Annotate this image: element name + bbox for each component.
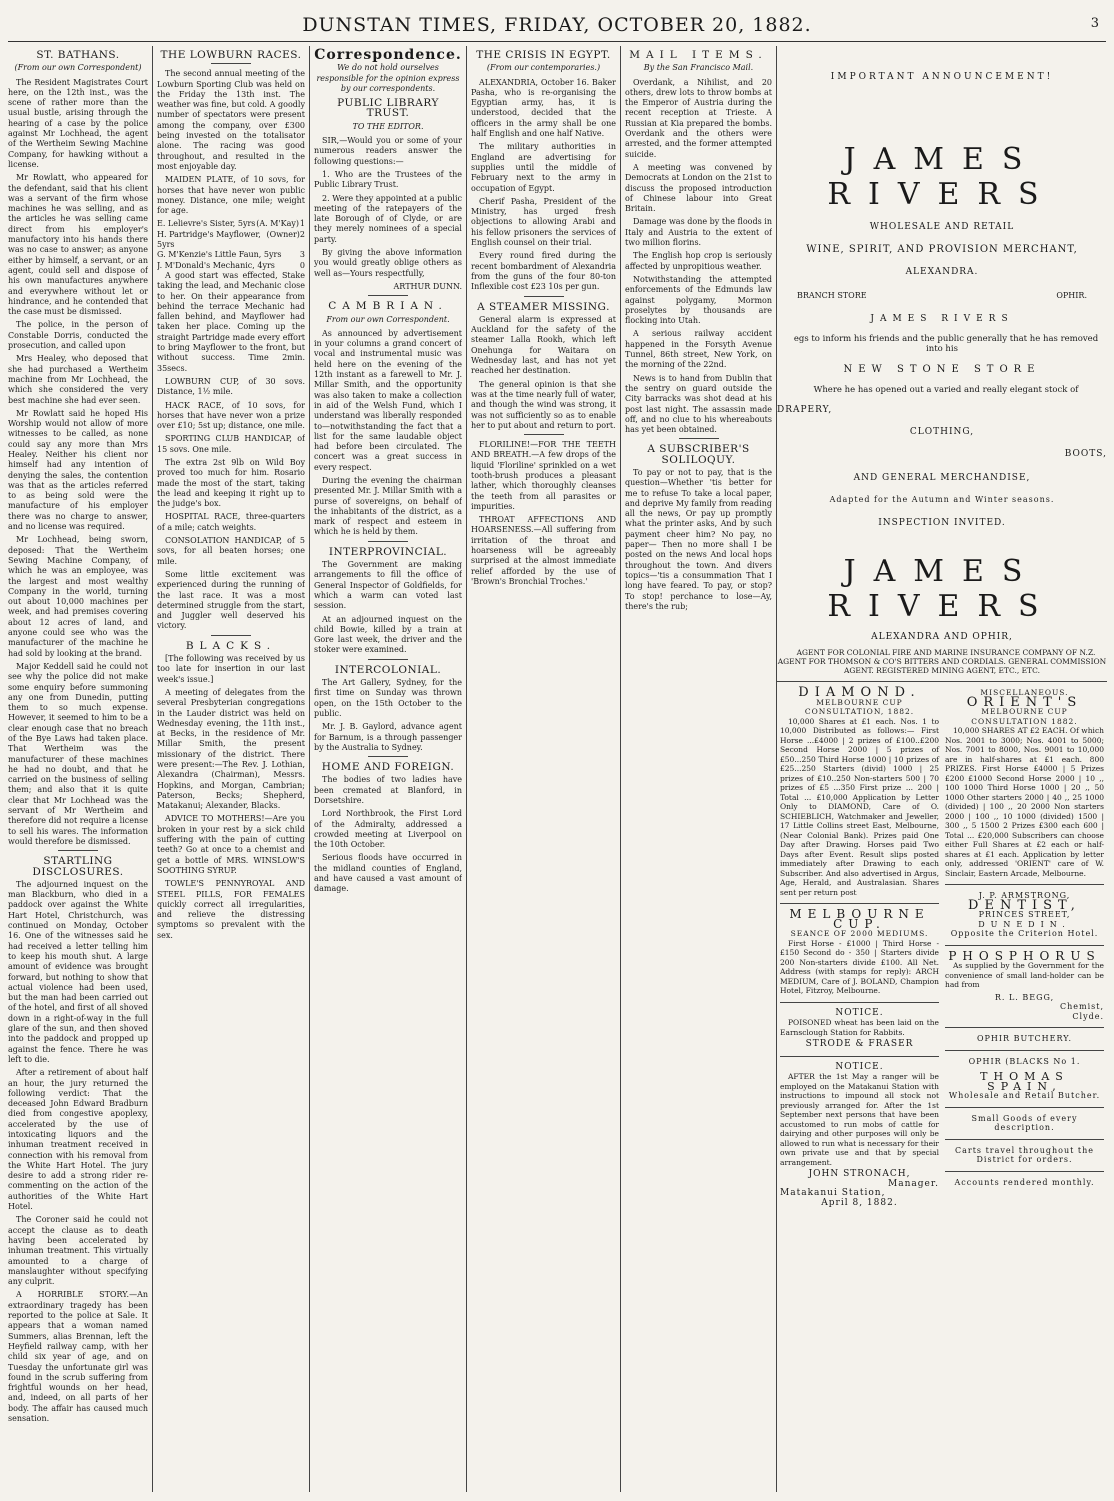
ad-text: Where he has opened out a varied and really elegant stock of bbox=[813, 385, 1079, 395]
article-paragraph: A serious railway accident happened in the Forsyth Avenue Tunnel, 86th street, New York, on the morning of the 22nd. bbox=[625, 329, 772, 370]
article-paragraph: The second annual meeting of the Lowburn Sporting Club was held on the Friday the 13th inst. The weather was fine, but cold. A goodly number of spectators were present among the company, over £300 being invested on the totalisator alone. The racing was good throughout, and resulted in the most enjoyable day. bbox=[157, 69, 305, 171]
ad-text: AFTER the 1st May a ranger will be employed on the Matakanui Station with instructions to impound all stock not previously arranged for. After the 1st September next persons that have been accustomed to run mobs of cattle for dairying and other purposes will only be allowed to run what is necessary for their own private use and that by special arrangement. bbox=[780, 1072, 939, 1167]
ad-text: POISONED wheat has been laid on the Earnsclough Station for Rabbits. bbox=[780, 1018, 939, 1037]
ad-text: 10,000 Shares at £1 each. Nos. 1 to 10,000 Distributed as follows:— First Horse ...£4000 | 2 prizes of £100..£200 Second Horse 2000 | 5 prizes of £50...250 Third Horse 1000 | 10 prizes of £25...250 Starters (divid) 1000 | 25 prizes of £10..250 Non-starters 500 | 70 prizes of £5 ...350 First prize ... 200 | Total ... £10,000 Application by Letter Only to DIAMOND, Care of O. SCHIEBLICH, Watchmaker and Jeweller, 17 Little Collins street East, Melbourne, (Near Colonial Bank). Prizes paid One Day after Drawing. Horses paid Two Days after Event. Result slips posted immediately after Drawing to each Subscriber. And also advertised in Argus, Age, Herald, and Australasian. Shares sent per return post bbox=[780, 716, 939, 897]
article-paragraph: The Coroner said he could not accept the clause as to death having been accelerated by inhuman treatment. This virtually amounted to a charge of manslaughter without specifying any culprit. bbox=[8, 1215, 148, 1287]
ad-branch-row: BRANCH STORE OPHIR. bbox=[797, 291, 1087, 300]
article-paragraph: Damage was done by the floods in Italy and Austria to the extent of two million florins. bbox=[625, 217, 772, 248]
separator bbox=[368, 756, 408, 757]
ad-text: First Horse - £1000 | Third Horse - £150 Second do - 350 | Starters divide 200 Non-starters divide £100. All Net. Address (with stamps for reply): ARCH MEDIUM, Care of J. BOLAND, Champion Hotel, Fitzroy, Melbourne. bbox=[780, 938, 939, 995]
separator bbox=[368, 295, 408, 296]
column-rule bbox=[152, 46, 153, 1492]
article-paragraph: Lord Northbrook, the First Lord of the Admiralty, addressed a crowded meeting at Liverpool on the 10th October. bbox=[314, 809, 462, 850]
ad-line: CLOTHING, bbox=[909, 427, 975, 437]
article-heading: CAMBRIAN. bbox=[328, 300, 448, 313]
ad-name-large: JAMES RIVERS bbox=[827, 554, 1057, 624]
article-paragraph: CONSOLATION HANDICAP, of 5 sovs, for all beaten horses; one mile. bbox=[157, 536, 305, 566]
ad-line: INSPECTION INVITED. bbox=[878, 518, 1006, 528]
ad-misc-heading: MISCELLANEOUS. bbox=[980, 688, 1069, 697]
divider bbox=[780, 1056, 939, 1057]
race-result: J. M'Donald's Mechanic, 4yrs 0 bbox=[157, 260, 305, 270]
article-byline: By the San Francisco Mail. bbox=[643, 63, 754, 73]
article-paragraph: SIR,—Would you or some of your numerous readers answer the following questions:— bbox=[314, 136, 462, 166]
article-heading: A SUBSCRIBER'S SOLILOQUY. bbox=[647, 443, 750, 466]
article-paragraph: Notwithstanding the attempted enforcements of the Edmunds law against polygamy, Mormon proselytes by thousands are flocking into Utah. bbox=[625, 274, 772, 326]
divider bbox=[945, 1050, 1104, 1051]
ad-orient-title: ORIENT'S bbox=[966, 694, 1083, 710]
article-paragraph: 1. Who are the Trustees of the Public Library Trust. bbox=[314, 169, 462, 190]
divider bbox=[777, 681, 1107, 682]
article-paragraph: THROAT AFFECTIONS AND HOARSENESS.—All suffering from irritation of the throat and hoarseness will be agreeably surprised at the almost immediate relief afforded by the use of 'Brown's Bronchial Troches.' bbox=[471, 515, 616, 586]
separator bbox=[368, 659, 408, 660]
ad-line: PRINCES STREET, bbox=[978, 910, 1071, 919]
article-paragraph: After a retirement of about half an hour, the jury returned the following verdict: That the deceased John Edward Bradburn died from congestive apoplexy, accelerated by the use of intoxicating liquors and the inhuman treatment received in connection with his removal from the White Hart Hotel. The jury desire to add a strong rider re-commenting on the action of the authorities of the White Hart Hotel. bbox=[8, 1068, 148, 1212]
ad-phosphorus-title: PHOSPHORUS bbox=[948, 948, 1101, 963]
ad-line: Chemist, bbox=[1059, 1002, 1104, 1011]
editor-note: We do not hold ourselves responsible for the opinion express by our correspondents. bbox=[316, 63, 460, 93]
ad-line: Opposite the Criterion Hotel. bbox=[950, 929, 1099, 938]
ad-text: AGENT FOR COLONIAL FIRE AND MARINE INSURANCE COMPANY OF N.Z. AGENT FOR THOMSON & CO'S BITTERS AND CORDIALS. GENERAL COMMISSION AGENT. REGISTERED MINING AGENT, ETC., ETC. bbox=[777, 648, 1107, 675]
separator bbox=[679, 438, 719, 439]
divider bbox=[945, 884, 1104, 885]
article-paragraph: During the evening the chairman presented Mr. J. Millar Smith with a purse of sovereigns, on behalf of the inhabitants of the district, as a mark of respect and esteem in which he is held by them. bbox=[314, 475, 462, 537]
ad-line: MELBOURNE CUP CONSULTATION 1882. bbox=[971, 707, 1078, 726]
ad-line: DUNEDIN. bbox=[978, 919, 1071, 929]
article-heading: BLACKS. bbox=[185, 639, 277, 652]
ad-line: Clyde. bbox=[1072, 1011, 1104, 1021]
divider bbox=[780, 903, 939, 904]
column-rule bbox=[466, 46, 467, 1492]
advertisements bbox=[777, 46, 1107, 1492]
article-paragraph: At an adjourned inquest on the child Bowie, killed by a train at Gore last week, the driver and the stoker were examined. bbox=[314, 614, 462, 655]
ad-diamond-title: DIAMOND. bbox=[798, 685, 921, 700]
article-paragraph: ALEXANDRIA, October 16. Baker Pasha, who is re-organising the Egyptian army, has, it is understood, decided that the officers in the army shall be one half English and one half Native. bbox=[471, 77, 616, 139]
ad-signature: JOHN STRONACH, bbox=[808, 1169, 911, 1179]
ad-line: Adapted for the Autumn and Winter seasons. bbox=[829, 495, 1055, 504]
ad-text: As supplied by the Government for the convenience of small land-holder can be had from bbox=[945, 961, 1104, 989]
section-heading: Correspondence. bbox=[314, 47, 462, 63]
ad-line: ALEXANDRA. bbox=[905, 267, 979, 277]
article-paragraph: Every round fired during the recent bombardment of Alexandria from the guns of the four 80-ton Inflexible cost £23 10s per gun. bbox=[471, 251, 616, 292]
column-mail-items bbox=[625, 46, 772, 1492]
ad-line: WINE, SPIRIT, AND PROVISION MERCHANT, bbox=[806, 244, 1078, 255]
divider bbox=[780, 1002, 939, 1003]
article-paragraph: ADVICE TO MOTHERS!—Are you broken in your rest by a sick child suffering with the pain of cutting teeth? Go at once to a chemist and get a bottle of MRS. WINSLOW'S SOOTHING SYRUP. bbox=[157, 814, 305, 875]
ad-left-column bbox=[777, 685, 942, 1208]
article-paragraph: A meeting of delegates from the several Presbyterian congregations in the Lauder district was held on Wednesday evening, the 11th inst., at Becks, in the residence of Mr. Millar Smith, the present missionary of the district. There were present:—The Rev. J. Lothian, Alexandra (Chairman), Messrs. Hopkins, and Morgan, Cambrian; Paterson, Becks; Shepherd, Matakanui; Alexander, Blacks. bbox=[157, 687, 305, 811]
column-rule bbox=[309, 46, 310, 1492]
masthead bbox=[0, 14, 1114, 36]
article-paragraph: The military authorities in England are advertising for supplies until the middle of February next to the army in occupation of Egypt. bbox=[471, 142, 616, 193]
article-paragraph: Serious floods have occurred in the midland counties of England, and have caused a vast amount of damage. bbox=[314, 853, 462, 894]
article-heading: STARTLING DISCLOSURES. bbox=[32, 855, 124, 878]
ad-line: April 8, 1882. bbox=[821, 1197, 898, 1208]
ad-right-column bbox=[942, 688, 1107, 1208]
article-paragraph: [The following was received by us too late for insertion in our last week's issue.] bbox=[157, 654, 305, 684]
article-paragraph: A HORRIBLE STORY.—An extraordinary tragedy has been reported to the police at Sale. It appears that a woman named Summers, alias Brennan, left the Heyfield railway camp, with her child six year of age, and on Tuesday the unfortunate girl was found in the scrub suffering from frightful wounds on her head, and, indeed, on all parts of her body. The affair has caused much sensation. bbox=[8, 1290, 148, 1423]
ad-name-large: JAMES RIVERS bbox=[827, 142, 1057, 212]
ad-line: Small Goods of every description. bbox=[971, 1113, 1078, 1132]
ad-line: Matakanui Station, bbox=[780, 1188, 886, 1198]
article-paragraph: News is to hand from Dublin that the sentry on guard outside the City barracks was shot dead at his post last night. The assassin made off, and no clue to his whereabouts has yet been obtained. bbox=[625, 373, 772, 435]
article-paragraph: Major Keddell said he could not see why the police did not make some enquiry before summoning any one from Dunedin, putting them to so much expense. However, it seemed to him to be a clear enough case that no breach of the Bye Laws had taken place. That Wertheim was the manufacturer of these machines he had no doubt, and that he carried on the business of selling them; and also that it is quite clear that Mr Lochhead was the servant of Mr Wertheim and therefore did not require a license to sell his wares. The information would therefore be dismissed. bbox=[8, 661, 148, 846]
top-rule bbox=[8, 41, 1106, 42]
column-correspondence bbox=[314, 46, 462, 1492]
article-paragraph: LOWBURN CUP, of 30 sovs. Distance, 1½ mile. bbox=[157, 376, 305, 397]
page-number: 3 bbox=[1090, 16, 1100, 31]
article-byline: (From our own Correspondent) bbox=[14, 63, 142, 73]
ad-melbourne-title: MELBOURNE CUP. bbox=[789, 907, 930, 931]
article-heading: A STEAMER MISSING. bbox=[477, 300, 610, 313]
article-byline: From our own Correspondent. bbox=[326, 314, 450, 324]
article-paragraph: A good start was effected, Stake taking the lead, and Mechanic close to her. On their appearance from behind the terrace Mechanic had fallen behind, and Mayflower had taken her place. Coming up the straight Partridge made every effort to bring Mayflower to the front, but without success. Time 2min. 35secs. bbox=[157, 270, 305, 373]
ad-text: egs to inform his friends and the public generally that he has removed into his bbox=[793, 334, 1099, 354]
ad-important-heading: IMPORTANT ANNOUNCEMENT! bbox=[830, 72, 1054, 82]
ad-line: SEANCE OF 2000 MEDIUMS. bbox=[790, 929, 929, 938]
separator bbox=[211, 63, 251, 64]
column-st-bathans bbox=[8, 46, 148, 1492]
ad-line: ALEXANDRA AND OPHIR, bbox=[871, 632, 1013, 642]
ad-text: 10,000 SHARES AT £2 EACH. Of which Nos. 2001 to 3000; Nos. 4001 to 5000; Nos. 7001 to 8000, Nos. 9001 to 10,000 are in half-shares at £1 each. 800 PRIZES. First Horse £4000 | 5 Prizes £200 £1000 Second Horse 2000 | 10 ,, 100 1000 Third Horse 1000 | 20 ,, 50 1000 Other starters 2000 | 40 ,, 25 1000 (divided) | 100 ,, 20 2000 Non starters 2000 | 100 ,, 10 1000 (divided) 1500 | 300 ,, 5 1500 2 Prizes £300 each 600 | Total ... £20,000 Subscribers can choose either Full Shares at £2 each or half-shares at £1 each. Application by letter only, addressed 'ORIENT' care of W. Sinclair, Eastern Arcade, Melbourne. bbox=[945, 726, 1104, 878]
ad-line: NEW STONE STORE bbox=[843, 364, 1041, 375]
article-paragraph: TOWLE'S PENNYROYAL AND STEEL PILLS, FOR FEMALES quickly correct all irregularities, and relieve the distressing symptoms so prevalent with the sex. bbox=[157, 879, 305, 940]
ad-line: Carts travel throughout the District for orders. bbox=[954, 1145, 1094, 1164]
divider bbox=[945, 945, 1104, 946]
article-paragraph: The extra 2st 9lb on Wild Boy proved too much for him. Rosario made the most of the start, taking the lead and keeping it right up to the judge's box. bbox=[157, 457, 305, 509]
divider bbox=[945, 1171, 1104, 1172]
ad-line: AND GENERAL MERCHANDISE, bbox=[853, 473, 1031, 483]
article-paragraph: Mr Rowlatt said he hoped His Worship would not allow of more witnesses to be called, as none could say any more than Mrs Healey. Neither his client nor himself had any intention of denying the sales, the contention was that as the articles referred to as being sold were the manufacture of his employer there was no charge to answer, and no license was required. bbox=[8, 408, 148, 532]
article-heading: PUBLIC LIBRARY TRUST. bbox=[337, 97, 439, 120]
article-paragraph: Some little excitement was experienced during the running of the last race. It was a most determined struggle from the start, and Juggler well deserved his victory. bbox=[157, 569, 305, 631]
separator bbox=[524, 434, 564, 435]
divider bbox=[945, 1139, 1104, 1140]
column-egypt bbox=[471, 46, 616, 1492]
article-paragraph: MAIDEN PLATE, of 10 sovs, for horses that have never won public money. Distance, one mile; weight for age. bbox=[157, 175, 305, 216]
race-result: E. Lelievre's Sister, 5yrs (A. M'Kay) 1 bbox=[157, 219, 305, 229]
article-paragraph: The English hop crop is seriously affected by unpropitious weather. bbox=[625, 251, 772, 271]
race-result: H. Partridge's Mayflower, 5yrs (Owner) 2 bbox=[157, 229, 305, 250]
article-heading: HOME AND FOREIGN. bbox=[321, 761, 455, 774]
separator bbox=[211, 635, 251, 636]
article-heading: INTERPROVINCIAL. bbox=[328, 545, 448, 558]
ad-line: OPHIR (BLACKS No 1. bbox=[968, 1056, 1081, 1066]
ad-line: JAMES RIVERS bbox=[870, 314, 1014, 324]
ad-signature: STRODE & FRASER bbox=[805, 1039, 914, 1049]
letter-signature: ARTHUR DUNN. bbox=[393, 281, 462, 291]
article-paragraph: The adjourned inquest on the man Blackburn, who died in a paddock over against the White Hart Hotel, Christchurch, was continued on Monday, October 16. One of the witnesses said he had received a letter telling him to keep his mouth shut. A large amount of evidence was brought forward, but nothing to show that actual violence had been used, but the man had been carried out of the hotel, and first of all shoved down in a right-of-way in the full glare of the sun, and then shoved into the paddock and propped up against the fence. There he was left to die. bbox=[8, 879, 148, 1064]
letter-address: TO THE EDITOR. bbox=[352, 121, 424, 131]
article-paragraph: The Art Gallery, Sydney, for the first time on Sunday was thrown open, on the 15th October to the public. bbox=[314, 678, 462, 718]
divider bbox=[945, 1107, 1104, 1108]
article-paragraph: The bodies of two ladies have been cremated at Blanford, in Dorsetshire. bbox=[314, 775, 462, 805]
ad-dentist-title: DENTIST, bbox=[968, 897, 1081, 913]
ad-line: MELBOURNE CUP CONSULTATION, 1882. bbox=[804, 697, 915, 716]
article-paragraph: The police, in the person of Constable Dorris, conducted the prosecution, and called upon bbox=[8, 320, 148, 351]
race-result: G. M'Kenzie's Little Faun, 5yrs 3 bbox=[157, 250, 305, 260]
divider bbox=[945, 1027, 1104, 1028]
ad-spain-title: THOMAS SPAIN, bbox=[980, 1070, 1069, 1093]
article-heading: ST. BATHANS. bbox=[36, 49, 120, 61]
article-heading: MAIL ITEMS. bbox=[629, 49, 768, 61]
article-paragraph: General alarm is expressed at Auckland for the safety of the steamer Lalla Rookh, which left Onehunga for Waitara on Wednesday last, and has not yet reached her destination. bbox=[471, 314, 616, 376]
article-paragraph: Overdank, a Nihilist, and 20 others, drew lots to throw bombs at the Emperor of Austria during the recent reception at Trieste. A Russian at Kia prepared the bombs. Overdank and the others were arrested, and the former attempted suicide. bbox=[625, 77, 772, 159]
article-paragraph: Mr Rowlatt, who appeared for the defendant, said that his client was a servant of the firm whose machines he was selling, and as the articles he was selling came direct from his employer's manufactory into his hands there was no case to answer; as anyone either by himself, a servant, or an agent, could sell and dispose of his own manufactures anywhere and everywhere without let or hindrance, and he contended that the case must be dismissed. bbox=[8, 173, 148, 317]
ad-line: DRAPERY, bbox=[777, 405, 833, 415]
article-paragraph: Cherif Pasha, President of the Ministry, has urged fresh objections to allowing Arabi and his fellow prisoners the services of English counsel on their trial. bbox=[471, 196, 616, 248]
article-paragraph: A meeting was convened by Democrats at London on the 21st to discuss the proposed introduction of Chinese labour into Great Britain. bbox=[625, 162, 772, 214]
article-paragraph: Mr Lochhead, being sworn, deposed: That the Wertheim Sewing Machine Company, of which he was an employee, was the largest and most wealthy Company in the world, turning out about 10,000 machines per week, and had premises covering about 12 acres of land, and anyone could see who was the manufacturer of the machine he had sold by looking at the brand. bbox=[8, 535, 148, 658]
ad-line: R. L. BEGG, bbox=[994, 992, 1055, 1002]
poem-text: To pay or not to pay, that is the question—Whether 'tis better for me to refuse To take a local paper, and deprive My family from reading all the news, Or pay up promptly what the printer asks, And by such payment cheer him? No pay, no paper— Then no more shall I be posted on the news And local hops throughout the town. And divers topics—'tis a consummation That I long have feared. To pay, or stop? To stop! perchance to lose—Ay, there's the rub; bbox=[625, 467, 772, 611]
ad-line: Manager. bbox=[887, 1178, 939, 1189]
separator bbox=[368, 541, 408, 542]
column-rule bbox=[620, 46, 621, 1492]
article-paragraph: HOSPITAL RACE, three-quarters of a mile; catch weights. bbox=[157, 512, 305, 532]
article-paragraph: By giving the above information you would greatly oblige others as well as—Yours respectfully, bbox=[314, 248, 462, 278]
article-byline: (From our contemporaries.) bbox=[486, 63, 601, 73]
article-paragraph: SPORTING CLUB HANDICAP, of 15 sovs. One mile. bbox=[157, 434, 305, 454]
ad-notice-heading: NOTICE. bbox=[835, 1061, 884, 1072]
article-paragraph: The Government are making arrangements to fill the office of General Inspector of Goldfields, for which a warm can voted last session. bbox=[314, 560, 462, 611]
ad-line: Accounts rendered monthly. bbox=[954, 1177, 1095, 1187]
article-paragraph: 2. Were they appointed at a public meeting of the ratepayers of the late Borough of of Clyde, or are they merely nominees of a special party. bbox=[314, 193, 462, 244]
separator bbox=[524, 296, 564, 297]
article-paragraph: Mr. J. B. Gaylord, advance agent for Barnum, is a through passenger by the Australia to Sydney. bbox=[314, 722, 462, 752]
article-paragraph: The general opinion is that she was at the time nearly full of water, and though the wind was strong, it was not sufficiently so as to enable her to put about and return to port. bbox=[471, 379, 616, 430]
article-heading: THE LOWBURN RACES. bbox=[160, 49, 302, 61]
masthead-title: DUNSTAN TIMES, FRIDAY, OCTOBER 20, 1882. bbox=[302, 14, 812, 36]
article-paragraph: The Resident Magistrates Court here, on the 12th inst., was the scene of rather more than the usual bustle, arising through the hearing of a case by the police against Mr Lochhead, the agent of the Wertheim Sewing Machine Company, for hawking without a license. bbox=[8, 77, 148, 169]
ad-two-columns bbox=[777, 685, 1107, 1208]
ad-line: OPHIR BUTCHERY. bbox=[976, 1034, 1073, 1043]
ad-line: Wholesale and Retail Butcher. bbox=[948, 1091, 1101, 1100]
article-paragraph: As announced by advertisement in your columns a grand concert of vocal and instrumental music was held here on the evening of the 12th instant as a farewell to Mr. J. Millar Smith, and the opportunity was also taken to make a collection in aid of the Welsh Fund, which I understand was liberally responded to—notwithstanding the fact that a list for the same laudable object had before been circulated. The concert was a great success in every respect. bbox=[314, 328, 462, 472]
ad-line: BOOTS, bbox=[1064, 449, 1107, 459]
column-lowburn-races bbox=[157, 46, 305, 1492]
article-paragraph: Mrs Healey, who deposed that she had purchased a Wertheim machine from Mr Lochhead, the which she considered the very best machine she had ever seen. bbox=[8, 354, 148, 405]
article-heading: THE CRISIS IN EGYPT. bbox=[476, 49, 611, 61]
article-heading: INTERCOLONIAL. bbox=[334, 663, 442, 676]
article-paragraph: HACK RACE, of 10 sovs, for horses that have never won a prize over £10; 5st up; distance, one mile. bbox=[157, 400, 305, 431]
ad-line: WHOLESALE AND RETAIL bbox=[869, 222, 1015, 232]
ad-notice-heading: NOTICE. bbox=[835, 1007, 884, 1018]
separator bbox=[58, 850, 98, 851]
ad-line: J. P. ARMSTRONG, bbox=[978, 891, 1071, 900]
article-paragraph: FLORILINE!—FOR THE TEETH AND BREATH.—A few drops of the liquid 'Floriline' sprinkled on a wet tooth-brush produces a pleasant lather, which thoroughly cleanses the teeth from all parasites or impurities. bbox=[471, 440, 616, 511]
